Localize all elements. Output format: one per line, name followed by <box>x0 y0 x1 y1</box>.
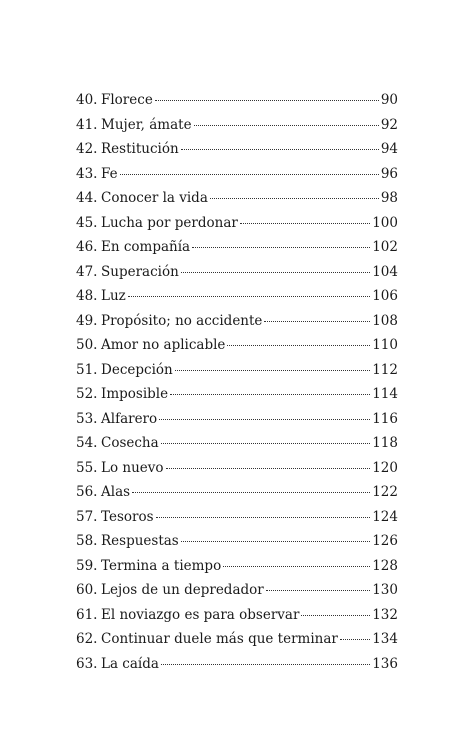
toc-entry-title: Lejos de un depredador <box>101 582 264 598</box>
toc-entry-number: 62. <box>76 631 98 647</box>
table-of-contents <box>76 88 398 676</box>
toc-entry <box>76 554 398 579</box>
toc-entry <box>76 652 398 677</box>
toc-dot-leader <box>340 639 370 640</box>
toc-entry-title: Conocer la vida <box>101 190 208 206</box>
toc-dot-leader <box>264 321 370 322</box>
toc-entry-number: 50. <box>76 337 98 353</box>
toc-entry-page: 126 <box>372 533 398 549</box>
toc-entry-number: 56. <box>76 484 98 500</box>
toc-entry-title: Alas <box>101 484 131 500</box>
toc-entry-page: 116 <box>372 410 398 427</box>
toc-dot-leader <box>161 443 371 444</box>
toc-entry-page: 108 <box>372 312 398 329</box>
toc-dot-leader <box>181 272 370 273</box>
toc-entry-page: 110 <box>372 337 398 353</box>
toc-dot-leader <box>166 468 371 469</box>
toc-entry-page: 94 <box>380 141 398 157</box>
toc-entry-number: 58. <box>76 533 98 549</box>
toc-entry <box>76 358 398 383</box>
toc-entry-number: 57. <box>76 508 98 525</box>
toc-entry-title: Restitución <box>101 141 179 157</box>
toc-entry <box>76 505 398 530</box>
toc-entry-number: 44. <box>76 190 98 206</box>
toc-entry-number: 61. <box>76 606 98 623</box>
toc-dot-leader <box>175 370 371 371</box>
toc-dot-leader <box>132 492 370 493</box>
toc-entry <box>76 382 398 407</box>
toc-entry-page: 104 <box>372 263 398 280</box>
toc-entry-page: 132 <box>372 606 398 623</box>
toc-dot-leader <box>161 664 370 665</box>
toc-entry-title: Termina a tiempo <box>101 557 222 574</box>
toc-entry-title: Imposible <box>101 386 169 402</box>
toc-entry-number: 46. <box>76 239 98 255</box>
toc-entry-page: 112 <box>372 361 398 378</box>
toc-dot-leader <box>266 590 371 591</box>
toc-entry-page: 90 <box>380 92 398 108</box>
toc-dot-leader <box>156 517 371 518</box>
toc-entry-page: 122 <box>372 484 398 500</box>
toc-entry-page: 118 <box>372 435 398 451</box>
toc-entry <box>76 186 398 211</box>
toc-entry-number: 41. <box>76 116 98 133</box>
toc-entry <box>76 260 398 285</box>
toc-entry-number: 60. <box>76 582 98 598</box>
toc-dot-leader <box>301 615 370 616</box>
toc-dot-leader <box>170 394 370 395</box>
toc-entry <box>76 431 398 456</box>
toc-entry-title: Mujer, ámate <box>101 116 192 133</box>
toc-entry-number: 52. <box>76 386 98 402</box>
toc-entry <box>76 627 398 652</box>
toc-entry-title: Alfarero <box>101 410 158 427</box>
toc-dot-leader <box>128 296 370 297</box>
toc-dot-leader <box>181 541 370 542</box>
toc-dot-leader <box>240 223 370 224</box>
toc-entry-page: 106 <box>372 288 398 304</box>
toc-entry-title: Tesoros <box>101 508 154 525</box>
toc-dot-leader <box>210 198 379 199</box>
toc-entry-number: 45. <box>76 214 98 231</box>
toc-entry-title: Amor no aplicable <box>101 337 226 353</box>
toc-entry-title: Lo nuevo <box>101 459 164 476</box>
toc-dot-leader <box>194 125 379 126</box>
toc-entry-title: Respuestas <box>101 533 179 549</box>
toc-entry-number: 43. <box>76 165 98 182</box>
toc-entry-page: 98 <box>380 190 398 206</box>
toc-entry-number: 59. <box>76 557 98 574</box>
toc-entry <box>76 333 398 358</box>
toc-entry <box>76 211 398 236</box>
toc-entry-page: 100 <box>372 214 398 231</box>
toc-dot-leader <box>223 566 370 567</box>
toc-entry-page: 134 <box>372 631 398 647</box>
toc-dot-leader <box>120 174 379 175</box>
toc-entry <box>76 480 398 505</box>
toc-entry-number: 40. <box>76 92 98 108</box>
toc-entry-number: 54. <box>76 435 98 451</box>
toc-entry-page: 102 <box>372 239 398 255</box>
toc-entry-page: 124 <box>372 508 398 525</box>
toc-entry-number: 51. <box>76 361 98 378</box>
toc-entry-page: 92 <box>380 116 398 133</box>
toc-dot-leader <box>181 149 379 150</box>
toc-entry-page: 96 <box>380 165 398 182</box>
toc-entry-title: Luz <box>101 288 126 304</box>
toc-entry-number: 49. <box>76 312 98 329</box>
toc-entry-title: Cosecha <box>101 435 159 451</box>
toc-entry-number: 55. <box>76 459 98 476</box>
toc-entry <box>76 235 398 260</box>
toc-dot-leader <box>155 100 379 101</box>
toc-entry <box>76 407 398 432</box>
toc-entry <box>76 603 398 628</box>
toc-entry-page: 136 <box>372 655 398 672</box>
toc-entry-title: Superación <box>101 263 179 280</box>
toc-entry <box>76 88 398 113</box>
toc-entry-title: La caída <box>101 655 159 672</box>
toc-entry-title: Propósito; no accidente <box>101 312 263 329</box>
toc-dot-leader <box>192 247 370 248</box>
toc-entry-title: Continuar duele más que terminar <box>101 631 338 647</box>
toc-entry <box>76 578 398 603</box>
toc-entry-title: El noviazgo es para observar <box>101 606 300 623</box>
toc-entry <box>76 309 398 334</box>
toc-entry <box>76 137 398 162</box>
toc-entry-number: 42. <box>76 141 98 157</box>
toc-entry-title: En compañía <box>101 239 191 255</box>
toc-entry <box>76 529 398 554</box>
toc-entry-title: Decepción <box>101 361 173 378</box>
toc-dot-leader <box>227 345 370 346</box>
toc-entry-number: 53. <box>76 410 98 427</box>
toc-entry-number: 47. <box>76 263 98 280</box>
toc-entry <box>76 284 398 309</box>
toc-entry <box>76 162 398 187</box>
toc-entry-title: Lucha por perdonar <box>101 214 238 231</box>
toc-entry-title: Fe <box>101 165 118 182</box>
toc-entry-title: Florece <box>101 92 153 108</box>
toc-entry-page: 130 <box>372 582 398 598</box>
toc-entry-number: 63. <box>76 655 98 672</box>
toc-entry-page: 114 <box>372 386 398 402</box>
toc-entry <box>76 456 398 481</box>
toc-entry-number: 48. <box>76 288 98 304</box>
toc-dot-leader <box>159 419 370 420</box>
toc-entry-page: 120 <box>372 459 398 476</box>
toc-entry-page: 128 <box>372 557 398 574</box>
toc-entry <box>76 113 398 138</box>
